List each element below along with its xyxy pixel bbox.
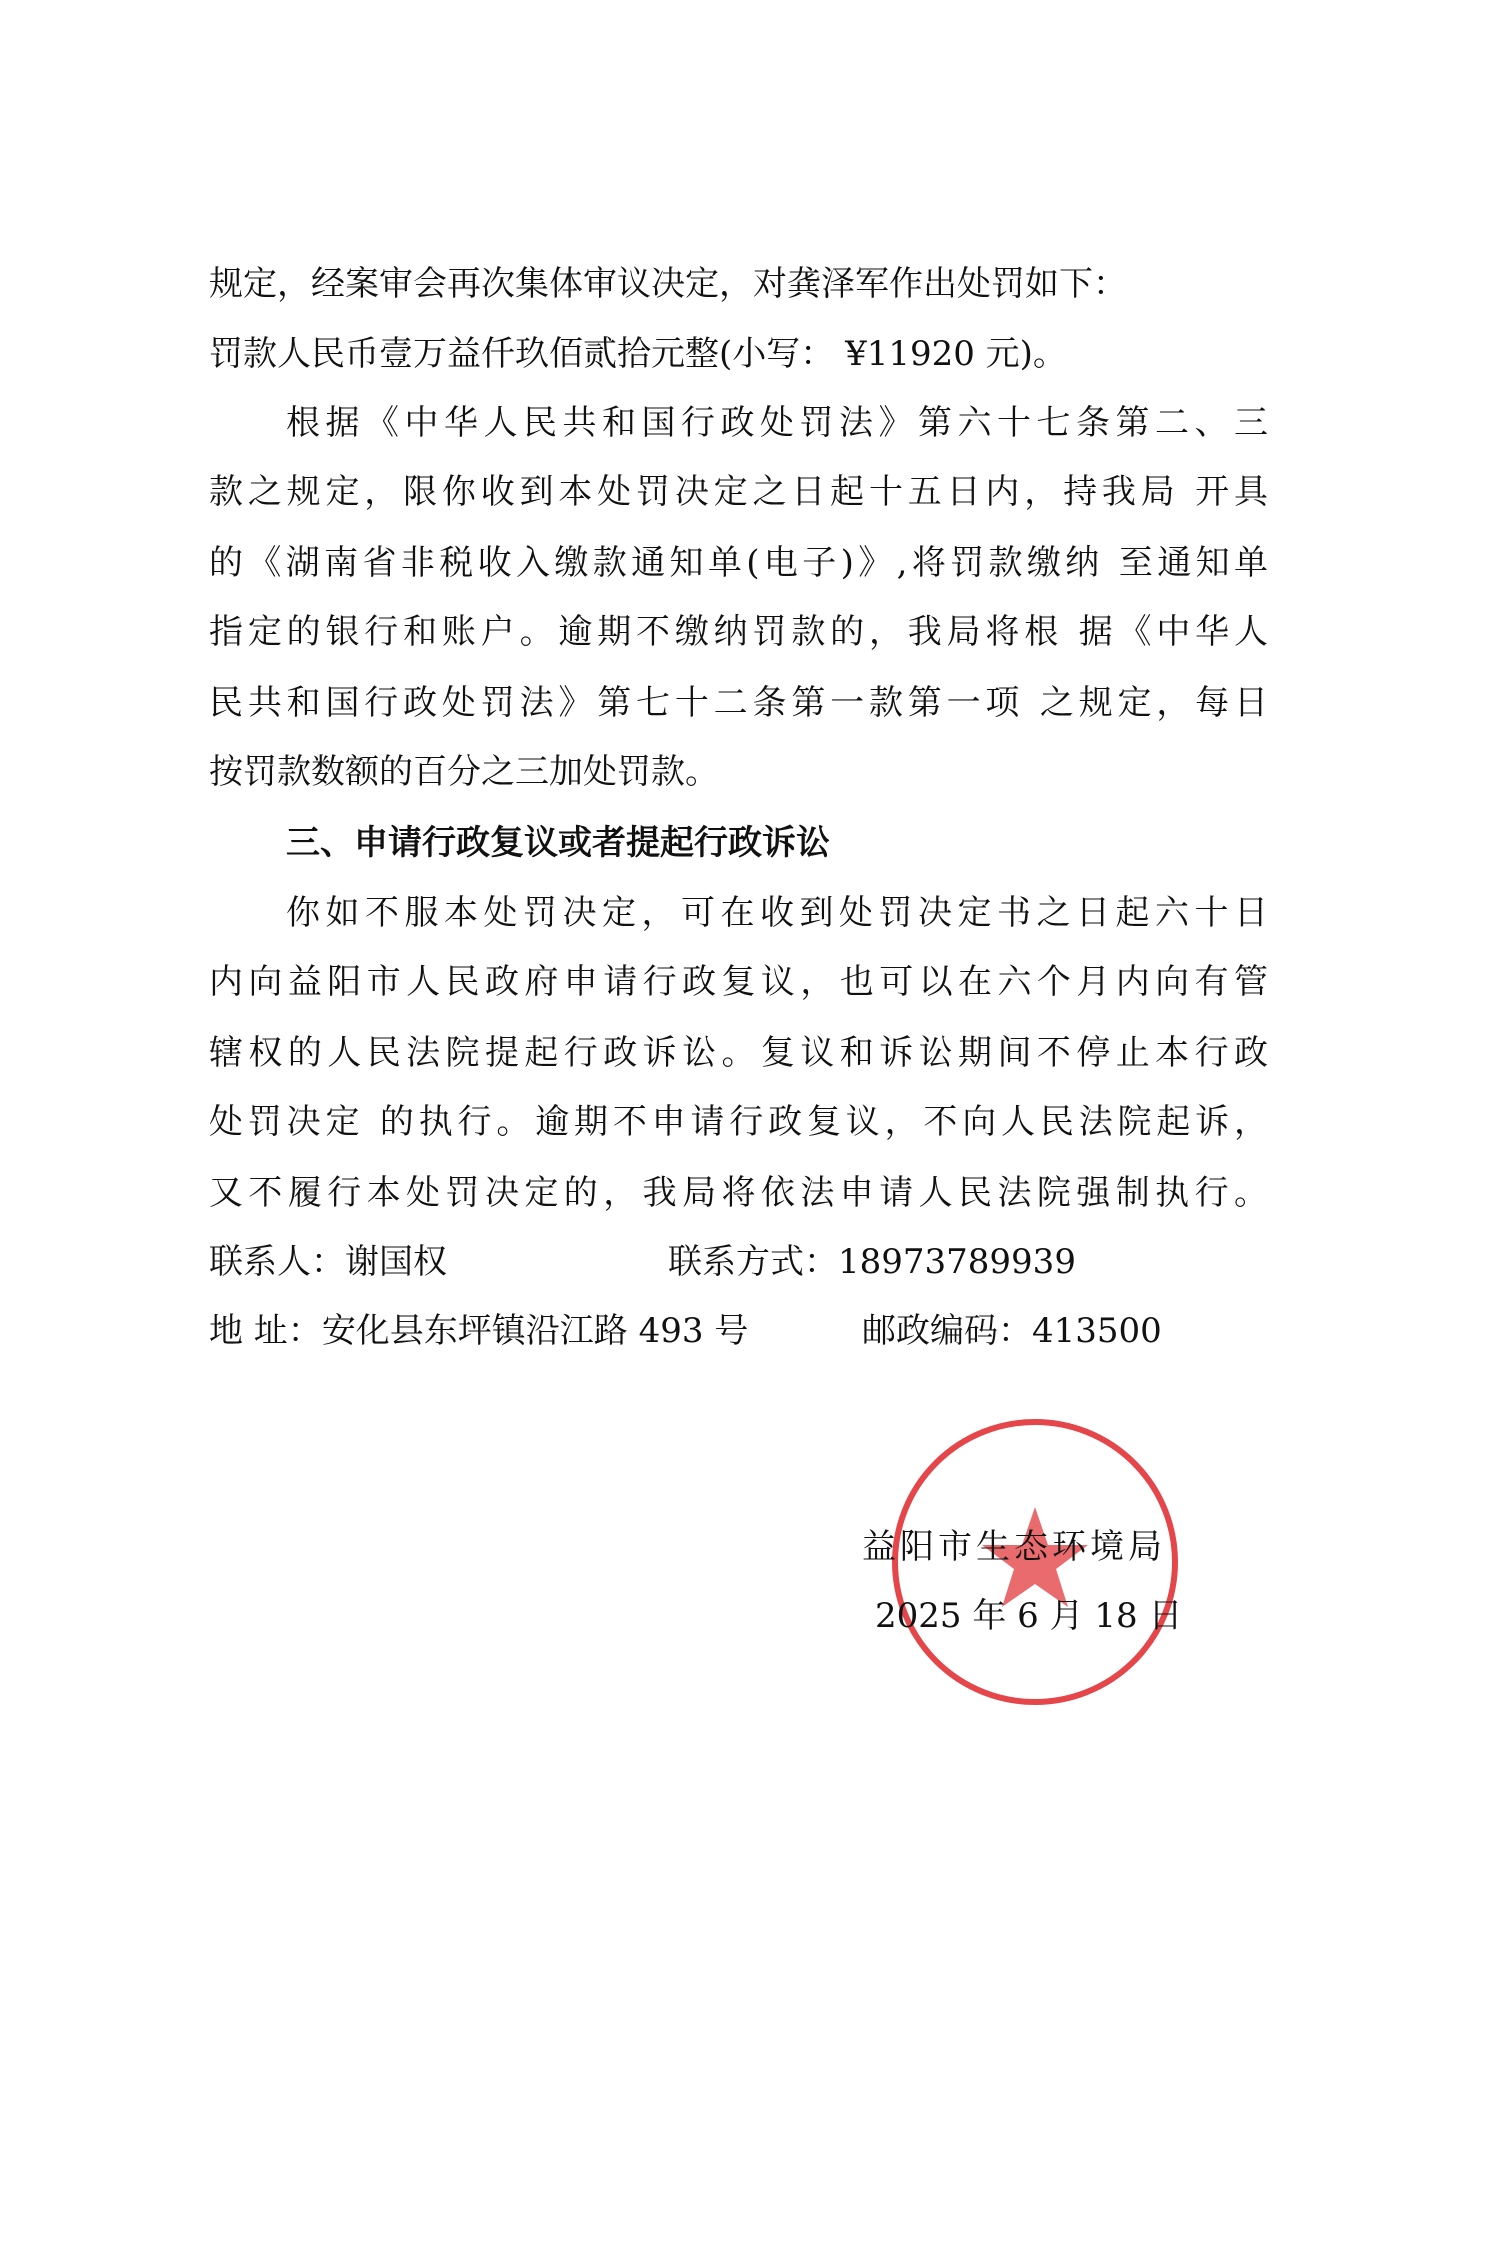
section-heading: 三、申请行政复议或者提起行政诉讼	[286, 823, 830, 863]
text-line: 处罚决定 的执行。逾期不申请行政复议，不向人民法院起诉，	[209, 1102, 1268, 1142]
phone-number: 18973789939	[838, 1242, 1076, 1282]
postcode-row	[862, 1306, 1162, 1356]
text-line: 内向益阳市人民政府申请行政复议，也可以在六个月内向有管	[209, 962, 1268, 1002]
text-line: 指定的银行和账户。逾期不缴纳罚款的，我局将根 据《中华人	[209, 612, 1268, 652]
contact-name: 谢国权	[345, 1242, 447, 1282]
postcode-value: 413500	[1032, 1311, 1162, 1351]
text-line: 又不履行本处罚决定的，我局将依法申请人民法院强制执行。	[209, 1173, 1268, 1213]
address-row	[209, 1306, 748, 1356]
text-line: 你如不服本处罚决定，可在收到处罚决定书之日起六十日	[286, 893, 1268, 933]
signature-date: 2025 年 6 月 18 日	[875, 1596, 1183, 1636]
text-line: 罚款人民币壹万益仟玖佰贰拾元整(小写： ¥11920 元)。	[209, 334, 1067, 374]
text-line: 款之规定，限你收到本处罚决定之日起十五日内，持我局 开具	[209, 472, 1268, 512]
text-line: 民共和国行政处罚法》第七十二条第一款第一项 之规定，每日	[209, 683, 1268, 723]
contact-label: 联系人：	[209, 1242, 345, 1282]
phone-label: 联系方式：	[668, 1242, 838, 1282]
text-line: 辖权的人民法院提起行政诉讼。复议和诉讼期间不停止本行政	[209, 1033, 1268, 1073]
text-line: 规定，经案审会再次集体审议决定，对龚泽军作出处罚如下：	[209, 264, 1127, 304]
address-value: 安化县东坪镇沿江路 493 号	[321, 1311, 749, 1351]
phone-row	[668, 1237, 1076, 1287]
postcode-label: 邮政编码：	[862, 1311, 1032, 1351]
text-line: 根据《中华人民共和国行政处罚法》第六十七条第二、三	[286, 403, 1268, 443]
text-line: 的《湖南省非税收入缴款通知单(电子)》,将罚款缴纳 至通知单	[209, 543, 1268, 583]
signature-org: 益阳市生态环境局	[862, 1527, 1166, 1567]
address-label: 地 址：	[209, 1311, 322, 1351]
contact-row	[209, 1237, 447, 1287]
text-line: 按罚款数额的百分之三加处罚款。	[209, 752, 719, 792]
